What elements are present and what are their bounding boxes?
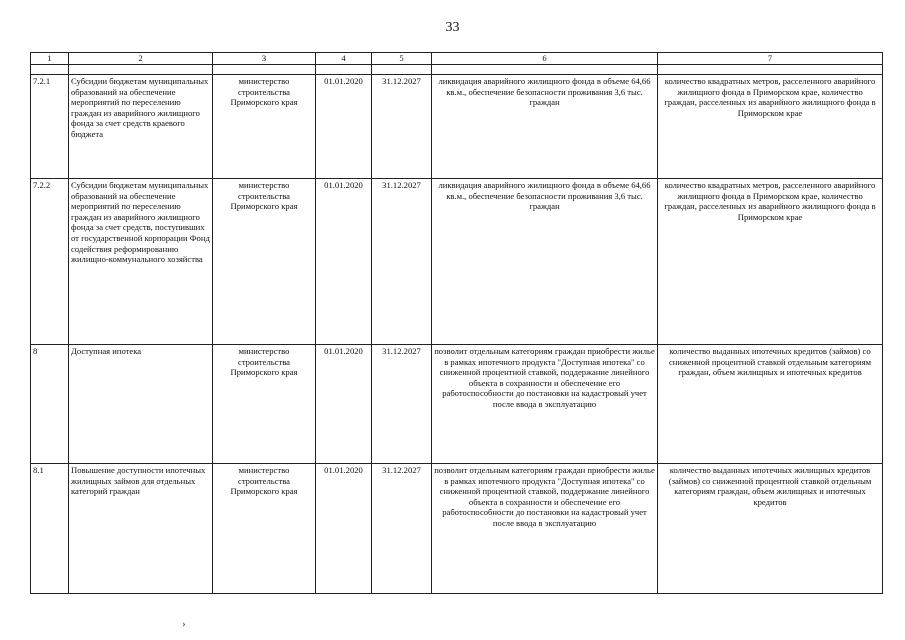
expected-result: позволит отдельным категориям граждан приобрести жилье в рамках ипотечного продукта "Доступная ипотека" со сниженной процентной ставкой, поддержание линейного объекта в сохранности и обеспечение его работоспособности до постановки на кадастровый учет после ввода в эксплуатацию (432, 464, 658, 594)
column-header: 1 (31, 53, 69, 65)
activity-name: Субсидии бюджетам муниципальных образований на обеспечение мероприятий по переселению граждан из аварийного жилищного фонда за счет средств, поступивших от государственной корпорации Фонд содействия реформированию жилищно-коммунального хозяйства (69, 179, 213, 345)
table-header-row (31, 53, 883, 65)
column-header: 4 (316, 53, 372, 65)
row-number: 7.2.2 (31, 179, 69, 345)
table-row (31, 75, 883, 179)
table-row (31, 464, 883, 594)
indicator: количество выданных ипотечных кредитов (займов) со сниженной процентной ставкой отдельным категориям граждан, объем жилищных и ипотечных кредитов (658, 345, 883, 464)
end-date: 31.12.2027 (372, 464, 432, 594)
executor: министерство строительства Приморского края (213, 179, 316, 345)
table-row (31, 179, 883, 345)
activity-name: Повышение доступности ипотечных жилищных займов для отдельных категорий граждан (69, 464, 213, 594)
end-date: 31.12.2027 (372, 75, 432, 179)
end-date: 31.12.2027 (372, 179, 432, 345)
table-spacer-row (31, 65, 883, 75)
expected-result: позволит отдельным категориям граждан приобрести жилье в рамках ипотечного продукта "Доступная ипотека" со сниженной процентной ставкой, поддержание линейного объекта в сохранности и обеспечение его работоспособности до постановки на кадастровый учет после ввода в эксплуатацию (432, 345, 658, 464)
column-header: 3 (213, 53, 316, 65)
activity-name: Субсидии бюджетам муниципальных образований на обеспечение мероприятий по переселению граждан из аварийного жилищного фонда за счет средств краевого бюджета (69, 75, 213, 179)
start-date: 01.01.2020 (316, 75, 372, 179)
executor: министерство строительства Приморского края (213, 75, 316, 179)
table-row (31, 345, 883, 464)
row-number: 8.1 (31, 464, 69, 594)
page-number: 33 (445, 20, 460, 35)
column-header: 2 (69, 53, 213, 65)
column-header: 5 (372, 53, 432, 65)
executor: министерство строительства Приморского края (213, 464, 316, 594)
start-date: 01.01.2020 (316, 179, 372, 345)
indicator: количество выданных ипотечных жилищных кредитов (займов) со сниженной процентной ставкой отдельным категориям граждан, объем жилищных и ипотечных кредитов (658, 464, 883, 594)
program-activities-table (30, 52, 883, 594)
row-number: 7.2.1 (31, 75, 69, 179)
indicator: количество квадратных метров, расселенного аварийного жилищного фонда в Приморском крае, количество граждан, расселенных из аварийного жилищного фонда в Приморском крае (658, 179, 883, 345)
row-number: 8 (31, 345, 69, 464)
executor: министерство строительства Приморского края (213, 345, 316, 464)
start-date: 01.01.2020 (316, 464, 372, 594)
scan-mark: › (182, 618, 186, 630)
end-date: 31.12.2027 (372, 345, 432, 464)
activity-name: Доступная ипотека (69, 345, 213, 464)
indicator: количество квадратных метров, расселенного аварийного жилищного фонда в Приморском крае, количество граждан, расселенных из аварийного жилищного фонда в Приморском крае (658, 75, 883, 179)
expected-result: ликвидация аварийного жилищного фонда в объеме 64,66 кв.м., обеспечение безопасности проживания 3,6 тыс. граждан (432, 179, 658, 345)
column-header: 7 (658, 53, 883, 65)
expected-result: ликвидация аварийного жилищного фонда в объеме 64,66 кв.м., обеспечение безопасности проживания 3,6 тыс. граждан (432, 75, 658, 179)
column-header: 6 (432, 53, 658, 65)
start-date: 01.01.2020 (316, 345, 372, 464)
